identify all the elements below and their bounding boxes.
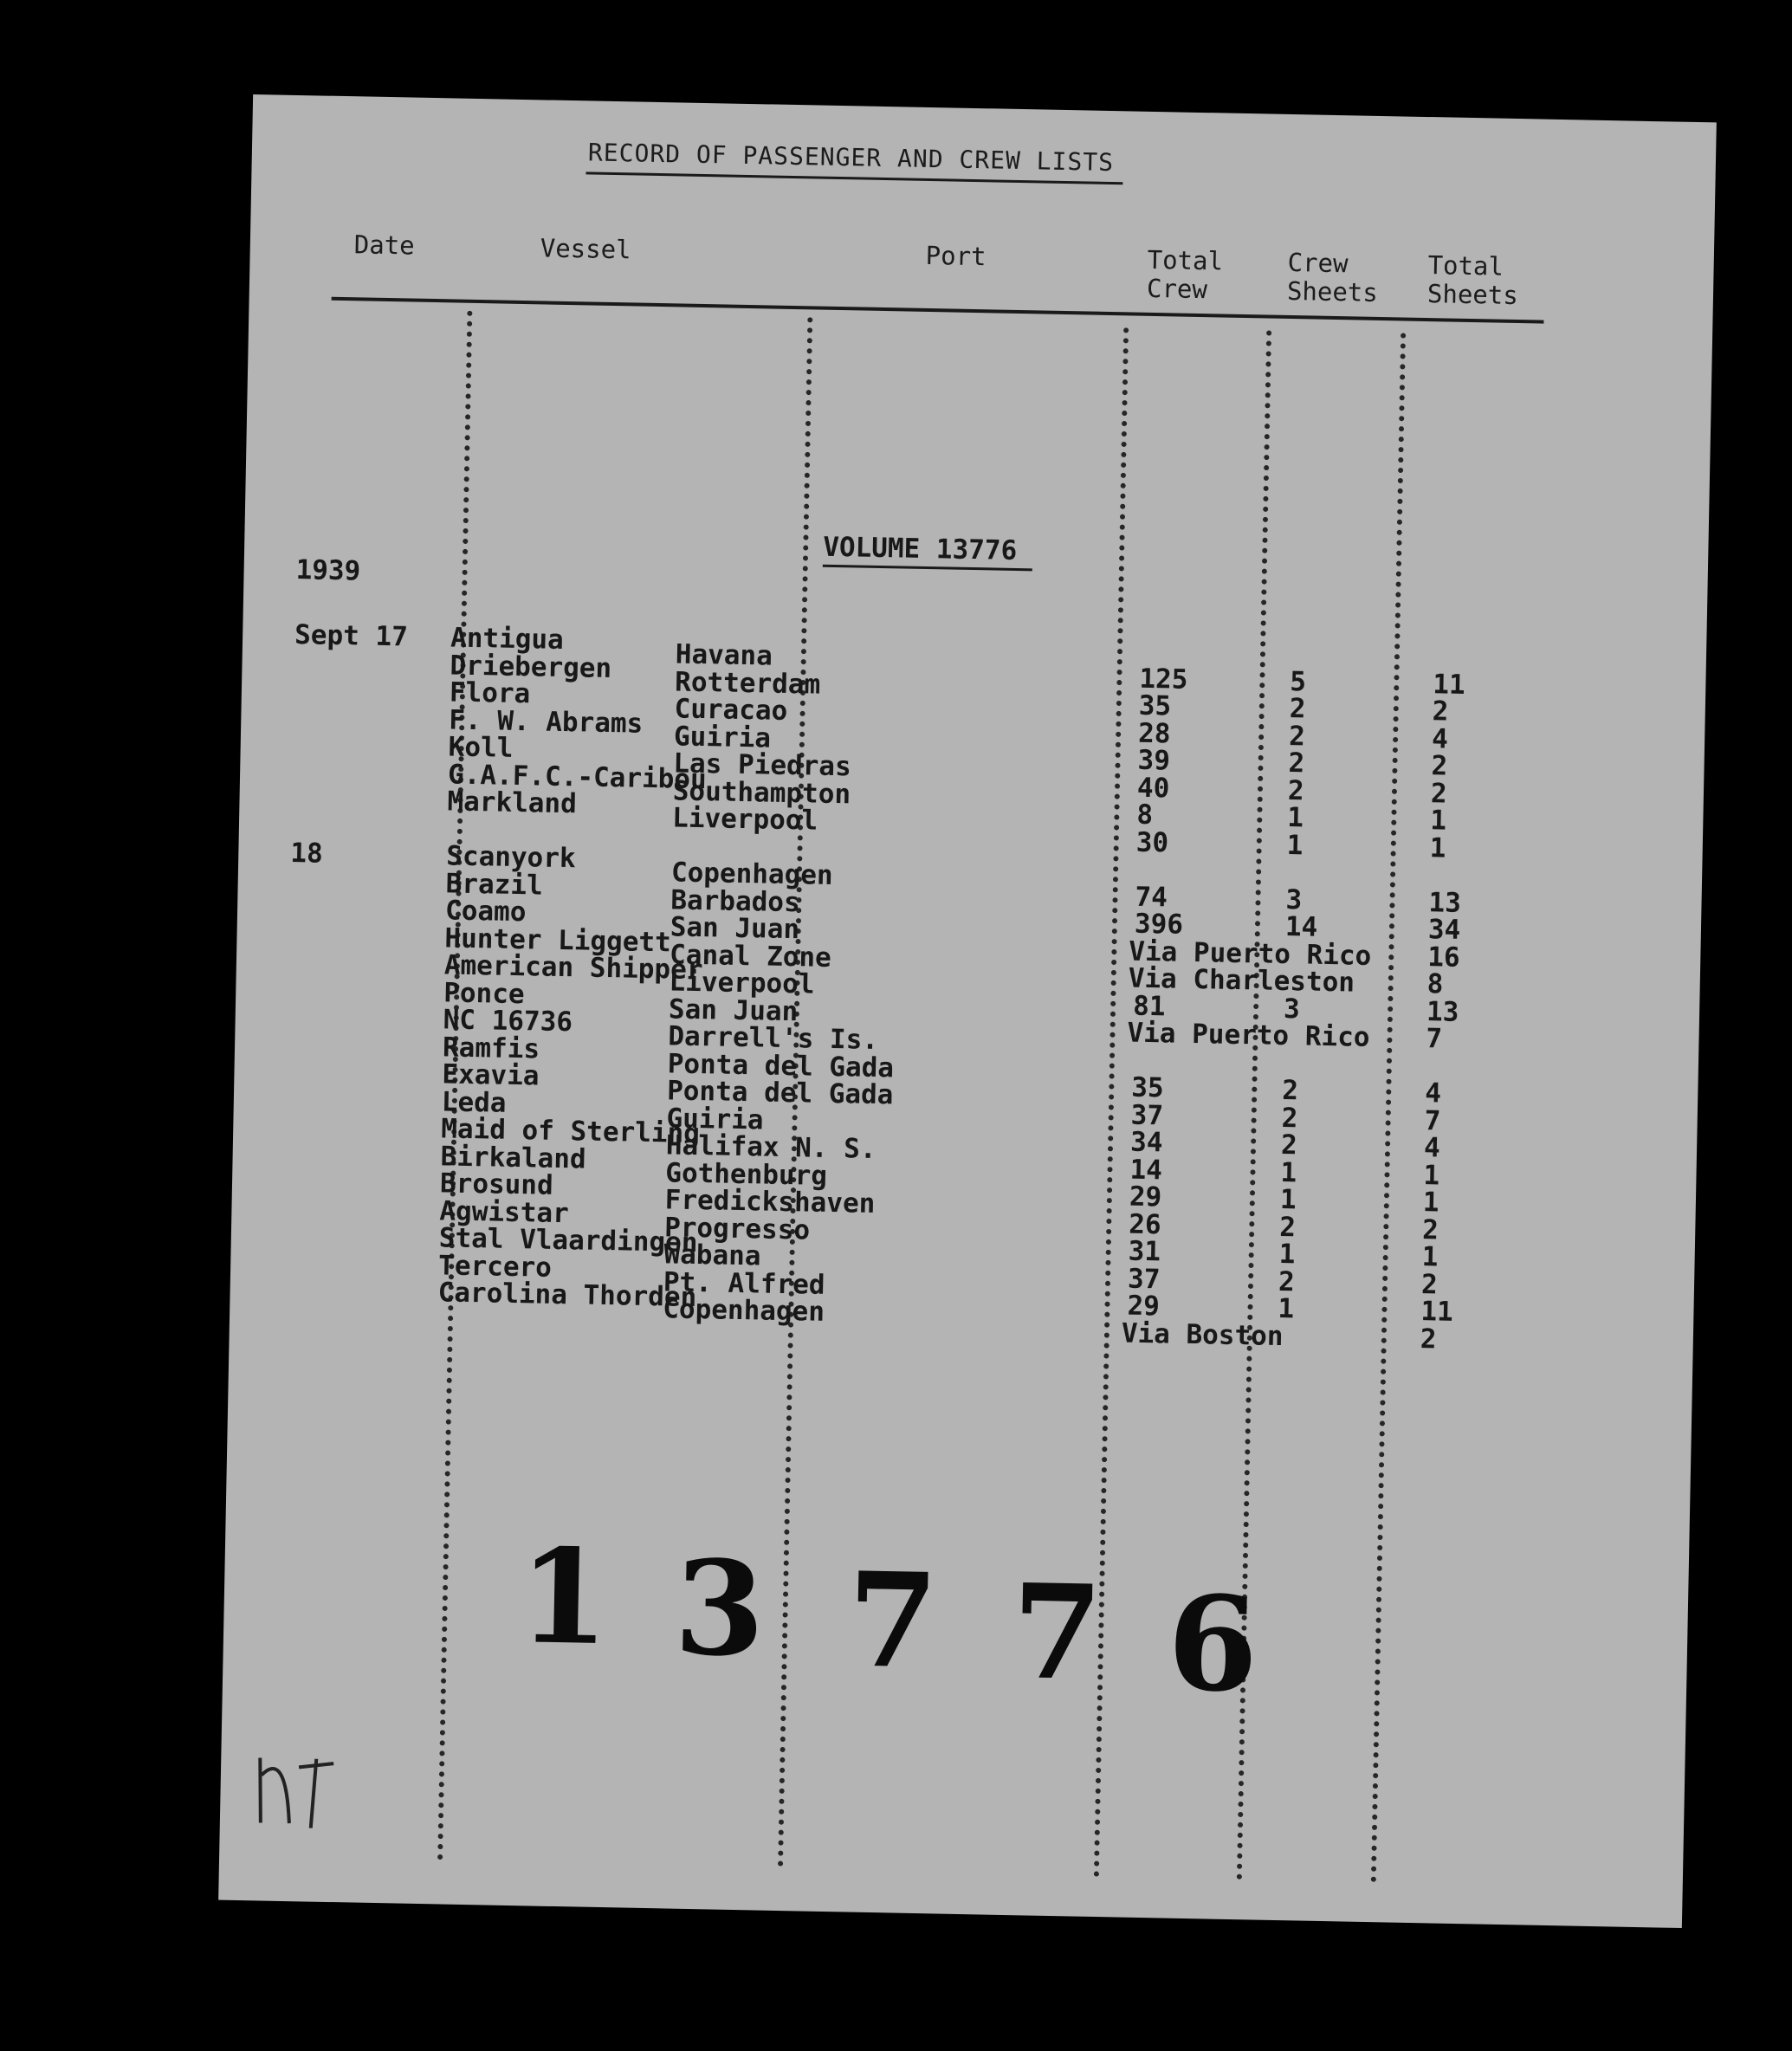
row-crew-sheets: 3 — [1283, 993, 1301, 1025]
row-vessel: Antigua — [450, 622, 565, 656]
row-port: Copenhagen — [662, 1293, 825, 1328]
stamp-digit: 6 — [1166, 1567, 1260, 1722]
row-total-crew: 396 — [1134, 908, 1184, 941]
row-total-sheets: 1 — [1421, 1241, 1439, 1273]
row-crew-sheets: 2 — [1287, 774, 1304, 806]
row-port: Copenhagen — [670, 857, 833, 891]
row-total-crew: 81 — [1132, 990, 1166, 1022]
header-vessel: Vessel — [540, 233, 631, 265]
row-port: Southampton — [672, 774, 851, 810]
row-total-crew: Via Puerto Rico — [1129, 935, 1372, 972]
row-vessel: Leda — [441, 1085, 507, 1119]
row-total-sheets: 2 — [1421, 1213, 1439, 1245]
row-vessel: G.A.F.C.-Caribou — [447, 758, 708, 795]
row-port: Las Piedras — [673, 747, 852, 783]
year-label: 1939 — [295, 554, 361, 587]
row-crew-sheets: 2 — [1281, 1102, 1298, 1134]
row-vessel: Flora — [449, 676, 531, 710]
row-total-crew: 35 — [1138, 689, 1172, 722]
row-crew-sheets: 2 — [1278, 1211, 1297, 1243]
row-port: Liverpool — [671, 802, 818, 837]
row-total-crew: 29 — [1127, 1290, 1161, 1323]
row-crew-sheets: 2 — [1289, 693, 1306, 725]
row-crew-sheets: 1 — [1286, 829, 1304, 861]
row-port: Havana — [675, 638, 773, 672]
row-total-sheets: 1 — [1422, 1187, 1439, 1219]
row-total-crew: 37 — [1127, 1263, 1161, 1295]
row-port: Progresso — [663, 1211, 811, 1246]
row-total-crew: Via Charleston — [1128, 962, 1355, 999]
row-vessel: Coamo — [444, 895, 527, 928]
row-port: Darrell's Is. — [668, 1020, 879, 1057]
row-port: Canal Zone — [669, 938, 832, 974]
row-port: San Juan — [668, 993, 799, 1027]
header-crew-sheets: Crew Sheets — [1286, 247, 1379, 307]
row-total-sheets: 13 — [1428, 886, 1462, 919]
row-total-sheets: 4 — [1423, 1132, 1441, 1164]
row-port: Halifax N. S. — [665, 1129, 877, 1166]
row-vessel: Scanyork — [445, 840, 576, 875]
row-crew-sheets: 14 — [1284, 911, 1318, 943]
volume-heading: VOLUME 13776 — [822, 531, 1018, 566]
row-date: Sept 17 — [294, 619, 409, 653]
row-vessel: Tercero — [437, 1249, 553, 1284]
row-vessel: Birkaland — [440, 1140, 586, 1175]
header-total-crew: Total Crew — [1146, 244, 1224, 305]
row-total-sheets: 13 — [1426, 995, 1459, 1028]
stamp-digit: 3 — [673, 1531, 767, 1686]
document-title: RECORD OF PASSENGER AND CREW LISTS — [587, 138, 1115, 178]
row-port: Guiria — [666, 1102, 764, 1135]
header-port: Port — [925, 240, 987, 272]
row-vessel: Maid of Sterling — [440, 1113, 701, 1150]
stamp-digit: 7 — [845, 1543, 940, 1698]
row-total-crew: 34 — [1129, 1126, 1163, 1159]
row-total-sheets: 4 — [1431, 722, 1449, 755]
row-vessel: NC 16736 — [443, 1004, 573, 1038]
row-crew-sheets: 1 — [1278, 1292, 1295, 1325]
row-total-crew: Via Boston — [1121, 1317, 1284, 1352]
row-total-crew: 37 — [1130, 1099, 1164, 1131]
row-vessel: American Shipper — [443, 949, 703, 987]
row-total-sheets: 1 — [1429, 805, 1447, 837]
row-port: Rotterdam — [674, 665, 821, 701]
row-vessel: Agwistar — [439, 1194, 570, 1229]
row-port: Liverpool — [669, 966, 815, 1000]
row-total-sheets: 2 — [1431, 750, 1448, 782]
row-total-sheets: 7 — [1424, 1104, 1441, 1137]
row-port: Barbados — [670, 883, 801, 918]
row-crew-sheets: 1 — [1280, 1156, 1297, 1188]
row-total-sheets: 4 — [1424, 1077, 1442, 1110]
row-vessel: Driebergen — [450, 649, 612, 684]
row-total-sheets: 11 — [1420, 1296, 1454, 1328]
row-port: Gothenburg — [665, 1156, 828, 1192]
row-date: 18 — [290, 837, 324, 870]
row-total-crew: 125 — [1139, 663, 1188, 696]
row-vessel: F. W. Abrams — [449, 703, 644, 740]
row-total-sheets: 11 — [1433, 668, 1466, 701]
row-total-crew: 74 — [1135, 881, 1168, 913]
row-port: Ponta del Gada — [666, 1075, 894, 1111]
stamp-digit: 7 — [1010, 1556, 1104, 1711]
row-port: Pt. Alfred — [663, 1265, 825, 1301]
row-vessel: Brosund — [439, 1168, 554, 1201]
row-total-sheets: 7 — [1426, 1023, 1443, 1055]
row-total-crew: 14 — [1129, 1154, 1163, 1186]
row-total-crew: 40 — [1136, 772, 1170, 804]
header-date: Date — [353, 230, 416, 261]
row-total-sheets: 2 — [1420, 1268, 1439, 1300]
row-total-crew: 39 — [1137, 744, 1171, 777]
row-crew-sheets: 5 — [1290, 665, 1307, 697]
row-vessel: Exavia — [442, 1058, 540, 1092]
row-crew-sheets: 3 — [1285, 883, 1303, 916]
row-port: San Juan — [670, 911, 800, 946]
row-crew-sheets: 1 — [1278, 1238, 1296, 1271]
row-total-sheets: 2 — [1432, 696, 1449, 728]
row-total-sheets: 34 — [1427, 914, 1461, 946]
row-port: Guiria — [673, 720, 772, 754]
row-crew-sheets: 1 — [1279, 1183, 1297, 1216]
row-total-sheets: 1 — [1429, 831, 1446, 864]
row-crew-sheets: 2 — [1278, 1265, 1296, 1297]
row-crew-sheets: 2 — [1280, 1129, 1298, 1161]
handwritten-initials — [250, 1740, 365, 1837]
header-total-sheets: Total Sheets — [1426, 250, 1519, 311]
row-total-crew: 28 — [1137, 717, 1171, 749]
row-total-crew: 8 — [1136, 799, 1154, 831]
row-total-crew: 35 — [1130, 1071, 1165, 1104]
row-crew-sheets: 2 — [1281, 1074, 1299, 1107]
row-total-sheets: 1 — [1423, 1159, 1440, 1191]
column-divider — [1371, 333, 1406, 1883]
row-vessel: Ramfis — [442, 1031, 540, 1065]
row-total-crew: 29 — [1129, 1181, 1162, 1213]
row-vessel: Hunter Liggett — [444, 922, 672, 958]
row-crew-sheets: 2 — [1288, 747, 1305, 780]
row-total-sheets: 8 — [1426, 968, 1444, 1000]
row-total-crew: 31 — [1128, 1235, 1161, 1268]
row-total-sheets: 16 — [1426, 941, 1460, 974]
row-vessel: Markland — [447, 786, 578, 820]
row-total-sheets: 2 — [1430, 777, 1447, 810]
row-crew-sheets: 1 — [1287, 802, 1304, 834]
record-sheet — [218, 94, 1717, 1928]
row-port: Ponta del Gada — [667, 1047, 895, 1084]
row-port: Wabana — [663, 1239, 761, 1272]
row-vessel: Brazil — [445, 867, 544, 902]
row-crew-sheets: 2 — [1288, 720, 1306, 752]
row-total-crew: Via Puerto Rico — [1127, 1017, 1370, 1053]
row-total-sheets: 2 — [1420, 1323, 1437, 1355]
row-vessel: Ponce — [443, 976, 525, 1010]
row-total-crew: 30 — [1135, 826, 1169, 858]
row-port: Fredickshaven — [664, 1184, 876, 1220]
stamp-digit: 1 — [517, 1520, 611, 1675]
row-total-crew: 26 — [1128, 1208, 1161, 1240]
row-port: Curacao — [674, 693, 788, 727]
row-vessel: Stal Vlaardingen — [438, 1222, 698, 1259]
row-vessel: Carolina Thorden — [437, 1277, 697, 1314]
row-vessel: Koll — [448, 731, 514, 764]
